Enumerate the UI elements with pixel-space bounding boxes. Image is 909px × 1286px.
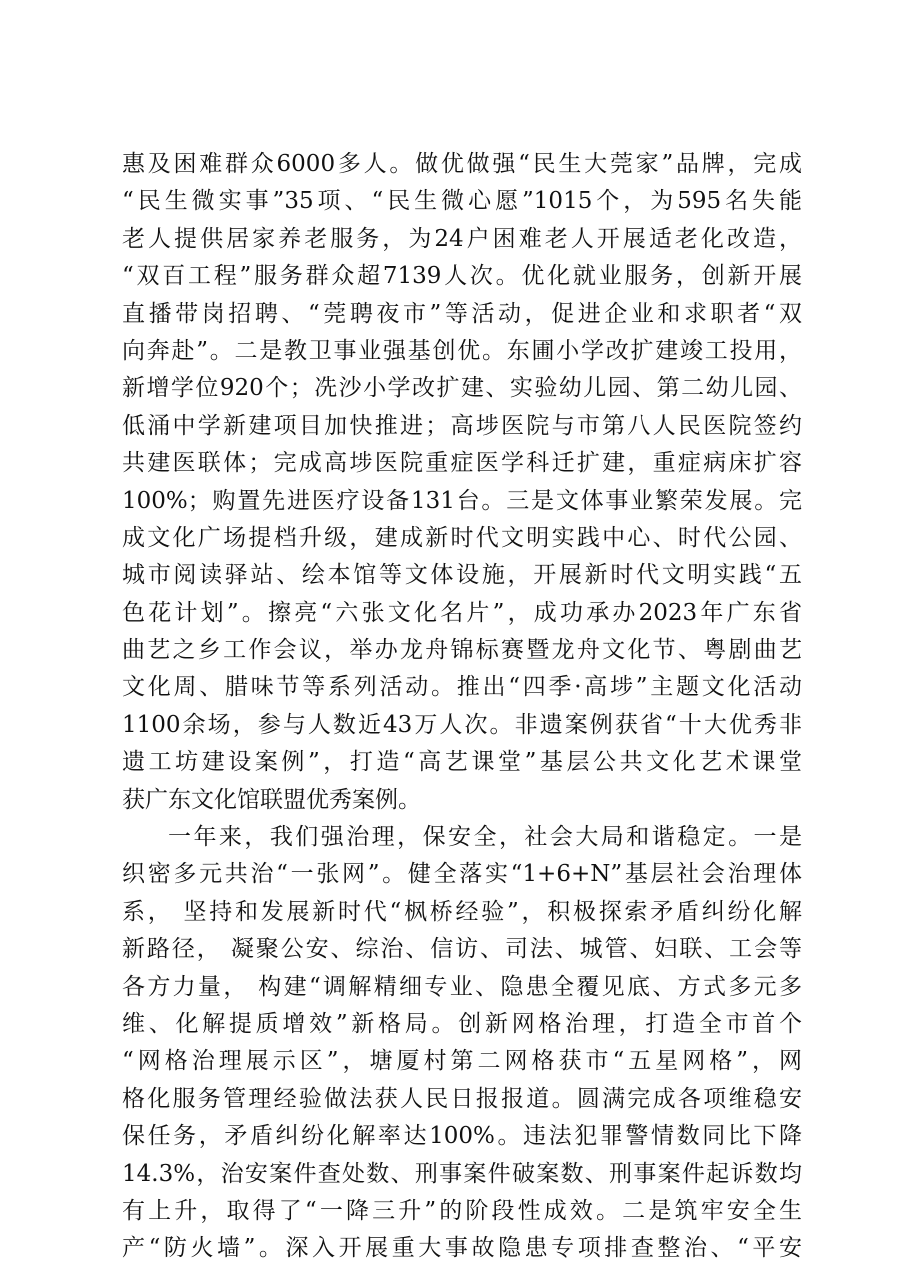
text-line: 新增学位920个；冼沙小学改扩建、实验幼儿园、第二幼儿园、: [122, 375, 802, 402]
text-line: 新路径， 凝聚公安、综治、信访、司法、城管、妇联、工会等: [122, 936, 802, 963]
text-line: 直播带岗招聘、“莞聘夜市”等活动，促进企业和求职者“双: [122, 300, 802, 327]
text-line: 遗工坊建设案例”，打造“高艺课堂”基层公共文化艺术课堂: [122, 749, 802, 776]
text-line: 文化周、腊味节等系列活动。推出“四季·高埗”主题文化活动: [122, 674, 802, 701]
text-line: 有上升，取得了“一降三升”的阶段性成效。二是筑牢安全生: [122, 1197, 802, 1224]
text-line: 系， 坚持和发展新时代“枫桥经验”，积极探索矛盾纠纷化解: [122, 898, 802, 925]
paragraph-1: [122, 146, 802, 819]
document-body: [122, 146, 802, 1268]
text-line: 1100余场，参与人数近43万人次。非遗案例获省“十大优秀非: [122, 711, 802, 738]
paragraph-2: [122, 819, 802, 1268]
text-line: 织密多元共治“一张网”。健全落实“1+6+N”基层社会治理体: [122, 861, 802, 888]
text-line: 格化服务管理经验做法获人民日报报道。圆满完成各项维稳安: [122, 1085, 802, 1112]
text-line: 曲艺之乡工作会议，举办龙舟锦标赛暨龙舟文化节、粤剧曲艺: [122, 637, 802, 664]
text-line: 产“防火墙”。深入开展重大事故隐患专项排查整治、“平安: [122, 1235, 802, 1262]
text-line: 老人提供居家养老服务，为24户困难老人开展适老化改造，: [122, 225, 802, 252]
text-line: 保任务，矛盾纠纷化解率达100%。违法犯罪警情数同比下降: [122, 1123, 802, 1150]
text-line: 成文化广场提档升级，建成新时代文明实践中心、时代公园、: [122, 524, 802, 551]
text-line: 100%；购置先进医疗设备131台。三是文体事业繁荣发展。完: [122, 487, 802, 514]
text-line: 共建医联体；完成高埗医院重症医学科迁扩建，重症病床扩容: [122, 450, 802, 477]
text-line: “双百工程”服务群众超7139人次。优化就业服务，创新开展: [122, 263, 802, 290]
text-line: 低涌中学新建项目加快推进；高埗医院与市第八人民医院签约: [122, 412, 802, 439]
text-line: “民生微实事”35项、“民生微心愿”1015个，为595名失能: [122, 188, 802, 215]
text-line: 各方力量， 构建“调解精细专业、隐患全覆见底、方式多元多: [122, 973, 802, 1000]
text-line: 城市阅读驿站、绘本馆等文体设施，开展新时代文明实践“五: [122, 562, 802, 589]
text-line: 向奔赴”。二是教卫事业强基创优。东圃小学改扩建竣工投用，: [122, 337, 802, 364]
text-line: 惠及困难群众6000多人。做优做强“民生大莞家”品牌，完成: [122, 151, 802, 177]
text-line: 获广东文化馆联盟优秀案例。: [122, 786, 421, 813]
text-line: 维、化解提质增效”新格局。创新网格治理，打造全市首个: [122, 1010, 802, 1037]
text-line: “网格治理展示区”，塘厦村第二网格获市“五星网格”，网: [122, 1048, 802, 1075]
text-line: 一年来，我们强治理，保安全，社会大局和谐稳定。一是: [168, 824, 802, 851]
text-line: 色花计划”。擦亮“六张文化名片”，成功承办2023年广东省: [122, 599, 802, 626]
text-line: 14.3%，治安案件查处数、刑事案件破案数、刑事案件起诉数均: [122, 1160, 802, 1187]
